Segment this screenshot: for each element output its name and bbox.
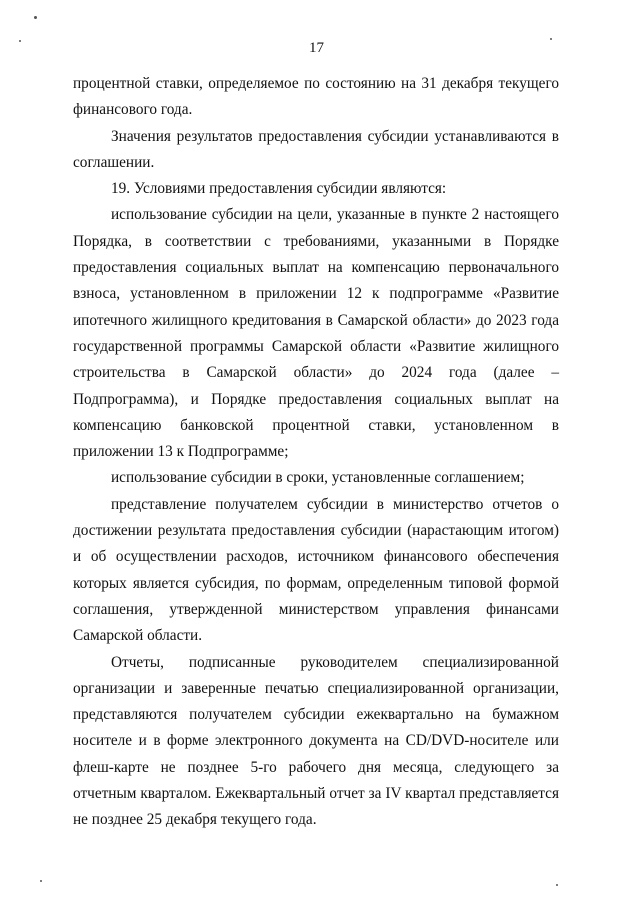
paragraph-5: использование субсидии в сроки, установленные соглашением; <box>111 469 525 487</box>
document-body <box>73 71 559 834</box>
paragraph-6: представление получателем субсидии в министерство отчетов о достижении результата предоставления субсидии (нарастающим итогом) и об осуществлении расходов, источником финансового обеспечения которых является субсидия, по формам, определенным типовой формой соглашения, утвержденной министерством управления финансами Самарской области. <box>73 495 559 645</box>
scan-speck <box>34 16 37 19</box>
paragraph-3: 19. Условиями предоставления субсидии являются: <box>111 180 447 198</box>
scan-speck <box>550 38 552 40</box>
scan-speck <box>40 880 42 882</box>
scan-speck <box>19 40 21 42</box>
paragraph-7: Отчеты, подписанные руководителем специализированной организации и заверенные печатью специализированной организации, представляются получателем субсидии ежеквартально на бумажном носителе и в форме электронного документа на CD/DVD-носителе или флеш-карте не позднее 5-го рабочего дня месяца, следующего за отчетным кварталом. Ежеквартальный отчет за IV квартал представляется не позднее 25 декабря текущего года. <box>73 653 559 829</box>
paragraph-2: Значения результатов предоставления субсидии устанавливаются в соглашении. <box>73 127 559 171</box>
paragraph-4: использование субсидии на цели, указанные в пункте 2 настоящего Порядка, в соответствии с требованиями, указанными в Порядке предоставления социальных выплат на компенсацию первоначального взноса, установленном в приложении 12 к подпрограмме «Развитие ипотечного жилищного кредитования в Самарской области» до 2023 года государственной программы Самарской области «Развитие жилищного строительства в Самарской области» до 2024 года (далее – Подпрограмма), и Порядке предоставления социальных выплат на компенсацию банковской процентной ставки, установленном в приложении 13 к Подпрограмме; <box>73 206 559 461</box>
paragraph-1: процентной ставки, определяемое по состоянию на 31 декабря текущего финансового года. <box>73 75 559 119</box>
scan-speck <box>556 884 558 886</box>
page-number: 17 <box>309 40 324 56</box>
